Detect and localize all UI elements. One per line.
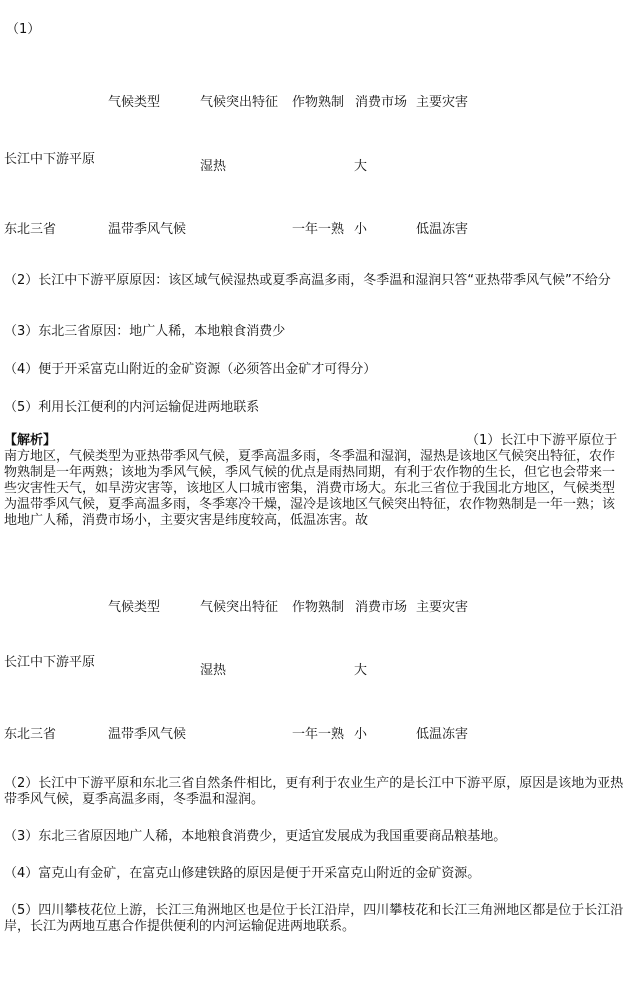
explanation-2: （2）长江中下游平原和东北三省自然条件相比，更有利于农业生产的是长江中下游平原，原因是该地为亚热带季风气候，夏季高温多雨，冬季温和湿润。 [4,776,624,807]
row1-feature: 湿热 [200,159,227,174]
row1-market: 大 [354,159,368,174]
explanation-4: （4）富克山有金矿，在富克山修建铁路的原因是便于开采富克山附近的金矿资源。 [4,866,481,881]
answer-4: （4）便于开采富克山附近的金矿资源（必须答出金矿才可得分） [4,362,377,377]
header-disaster: 主要灾害 [416,95,469,110]
row1-market: 大 [354,663,368,678]
row2-market: 小 [354,727,368,742]
analysis-label: 【解析】 [4,433,57,448]
row2-cropping: 一年一熟 [292,222,345,237]
row1-feature: 湿热 [200,663,227,678]
header-climate-type: 气候类型 [108,95,161,110]
header-market: 消费市场 [355,95,408,110]
row2-region: 东北三省 [4,222,57,237]
header-climate-feature: 气候突出特征 [200,600,279,615]
row2-climate-type: 温带季风气候 [108,727,187,742]
header-disaster: 主要灾害 [416,600,469,615]
row2-cropping: 一年一熟 [292,727,345,742]
explanation-5: （5）四川攀枝花位上游，长江三角洲地区也是位于长江沿岸，四川攀枝花和长江三角洲地区都是位于长江沿岸，长江为两地互惠合作提供便利的内河运输促进两地联系。 [4,903,624,934]
answer-5: （5）利用长江便利的内河运输促进两地联系 [4,400,260,415]
row2-disaster: 低温冻害 [416,727,469,742]
explanation-3: （3）东北三省原因地广人稀，本地粮食消费少，更适宜发展成为我国重要商品粮基地。 [4,829,507,844]
row2-disaster: 低温冻害 [416,222,469,237]
analysis-text: （1）长江中下游平原位于南方地区，气候类型为亚热带季风气候，夏季高温多雨，冬季温和湿润，湿热是该地区气候突出特征，农作物熟制是一年两熟；该地为季风气候，季风气候的优点是雨热同期，有利于农作物的生长，但它也会带来一些灾害性天气，如旱涝灾害等，该地区人口城市密集，消费市场大。东北三省位于我国北方地区，气候类型为温带季风气候，夏季高温多雨，冬季寒冷干燥，湿冷是该地区气候突出特征，农作物熟制是一年一熟；该地地广人稀，消费市场小，主要灾害是纬度较高，低温冻害。故 [4,433,618,528]
row1-region: 长江中下游平原 [4,655,96,670]
header-cropping: 作物熟制 [292,95,345,110]
answer-2: （2）长江中下游平原原因：该区域气候湿热或夏季高温多雨，冬季温和湿润只答“亚热带季风气候”不给分 [4,273,611,288]
header-market: 消费市场 [355,600,408,615]
part1-label: （1） [6,22,41,37]
header-climate-type: 气候类型 [108,600,161,615]
row2-climate-type: 温带季风气候 [108,222,187,237]
row1-region: 长江中下游平原 [4,152,96,167]
header-cropping: 作物熟制 [292,600,345,615]
answer-3: （3）东北三省原因：地广人稀，本地粮食消费少 [4,324,286,339]
row2-region: 东北三省 [4,727,57,742]
row2-market: 小 [354,222,368,237]
header-climate-feature: 气候突出特征 [200,95,279,110]
